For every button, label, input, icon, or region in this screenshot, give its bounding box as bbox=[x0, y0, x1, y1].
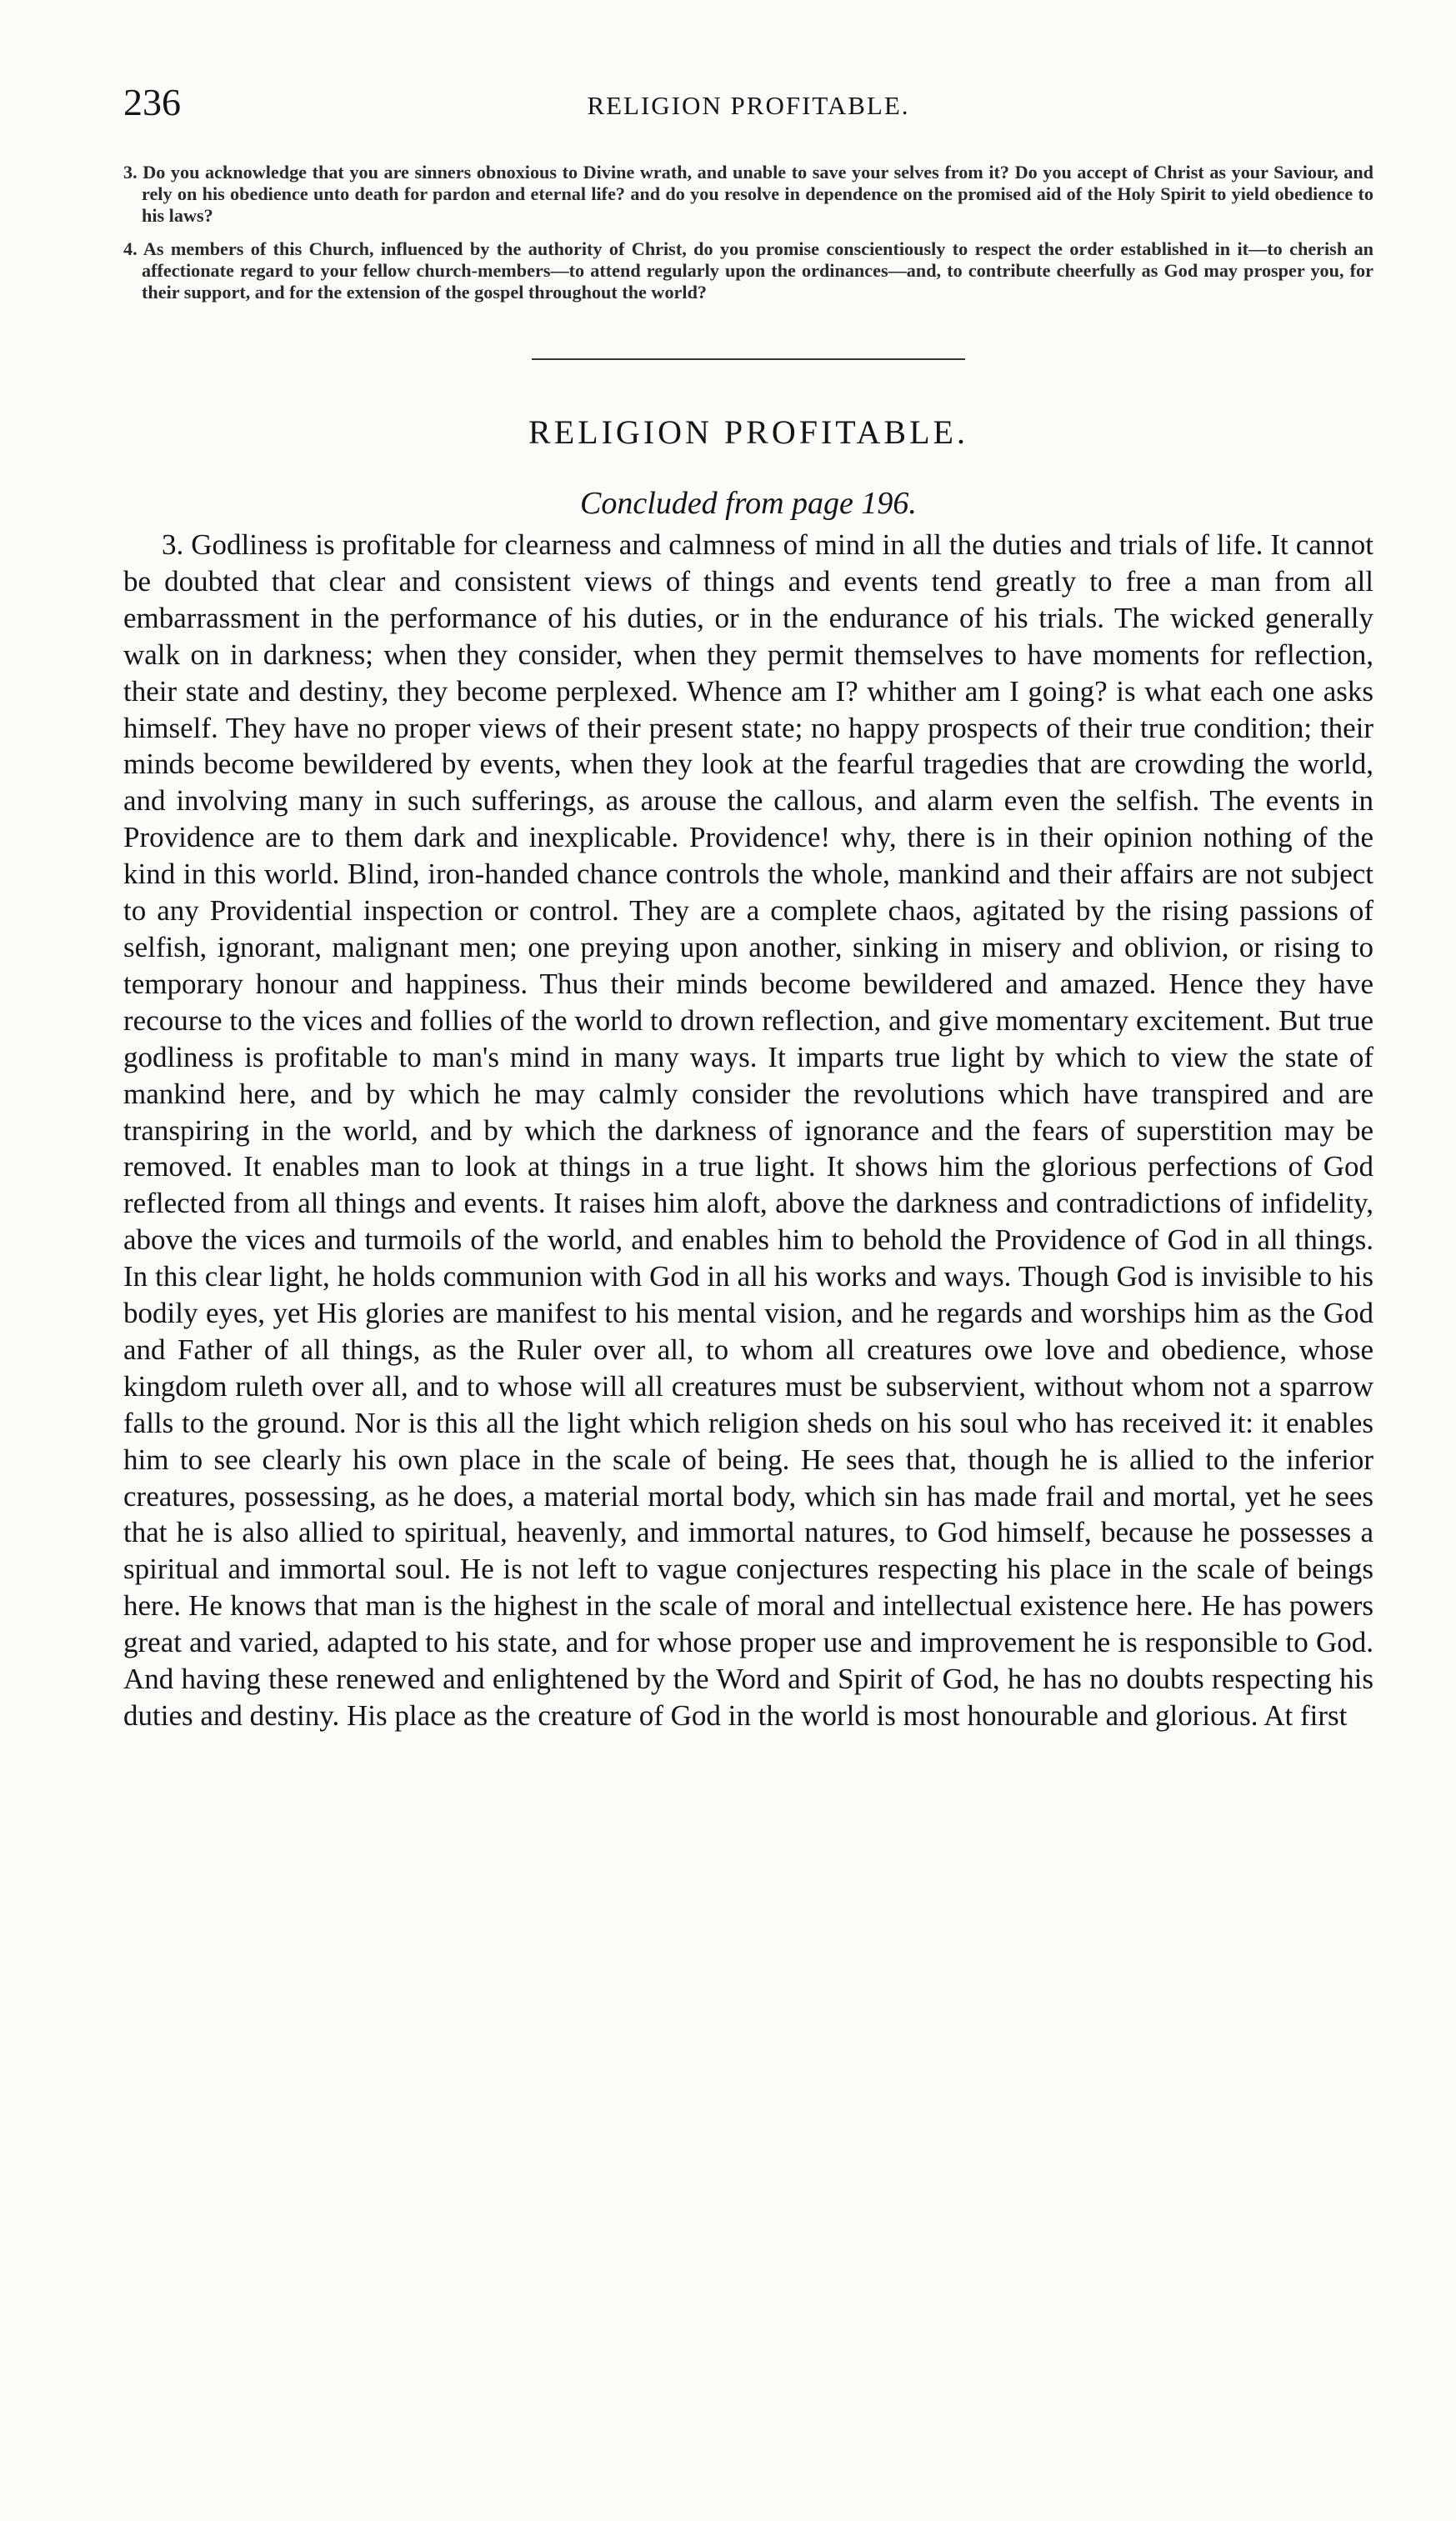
question-4: 4. As members of this Church, influenced by the authority of Christ, do you promise conscientiously to respect the order established in it—to cherish an affectionate regard to your fellow church-members—to attend regularly upon the ordinances—and, to contribute cheerfully as God may prosper you, for their support, and for the extension of the gospel throughout the world? bbox=[123, 238, 1373, 303]
article-body bbox=[123, 527, 1373, 1734]
membership-questions bbox=[123, 162, 1373, 303]
continuation-note: Concluded from page 196. bbox=[580, 486, 917, 521]
page-number: 236 bbox=[123, 81, 181, 123]
body-paragraph: 3. Godliness is profitable for clearness and calmness of mind in all the duties and trials of life. It cannot be doubted that clear and consistent views of things and events tend greatly to free a man from all embarrassment in the performance of his duties, or in the endurance of his trials. The wicked generally walk on in darkness; when they consider, when they permit themselves to have moments for reflection, their state and destiny, they become perplexed. Whence am I? whither am I going? is what each one asks himself. They have no proper views of their present state; no happy prospects of their true condition; their minds become bewildered by events, when they look at the fearful tragedies that are crowding the world, and involving many in such sufferings, as arouse the callous, and alarm even the selfish. The events in Providence are to them dark and inexplicable. Providence! why, there is in their opinion nothing of the kind in this world. Blind, iron-handed chance controls the whole, mankind and their affairs are not subject to any Providential inspection or control. They are a complete chaos, agitated by the rising passions of selfish, ignorant, malignant men; one preying upon another, sinking in misery and oblivion, or rising to temporary honour and happiness. Thus their minds become bewildered and amazed. Hence they have recourse to the vices and follies of the world to drown reflection, and give momentary excitement. But true godliness is profitable to man's mind in many ways. It imparts true light by which to view the state of mankind here, and by which he may calmly consider the revolutions which have transpired and are transpiring in the world, and by which the darkness of ignorance and the fears of superstition may be removed. It enables man to look at things in a true light. It shows him the glorious perfections of God reflected from all things and events. It raises him aloft, above the darkness and contradictions of infidelity, above the vices and turmoils of the world, and enables him to behold the Providence of God in all things. In this clear light, he holds communion with God in all his works and ways. Though God is invisible to his bodily eyes, yet His glories are manifest to his mental vision, and he regards and worships him as the God and Father of all things, as the Ruler over all, to whom all creatures owe love and obedience, whose kingdom ruleth over all, and to whose will all creatures must be subservient, without whom not a sparrow falls to the ground. Nor is this all the light which religion sheds on his soul who has received it: it enables him to see clearly his own place in the scale of being. He sees that, though he is allied to the inferior creatures, possessing, as he does, a material mortal body, which sin has made frail and mortal, yet he sees that he is also allied to spiritual, heavenly, and immortal natures, to God himself, because he possesses a spiritual and immortal soul. He is not left to vague conjectures respecting his place in the scale of beings here. He knows that man is the highest in the scale of moral and intellectual existence here. He has powers great and varied, adapted to his state, and for whose proper use and improvement he is responsible to God. And having these renewed and enlightened by the Word and Spirit of God, he has no doubts respecting his duties and destiny. His place as the creature of God in the world is most honourable and glorious. At first bbox=[123, 528, 1373, 1732]
page bbox=[123, 83, 1373, 1734]
running-title: RELIGION PROFITABLE. bbox=[587, 91, 910, 120]
article-title: RELIGION PROFITABLE. bbox=[528, 413, 968, 451]
running-head bbox=[123, 83, 1373, 133]
section-divider bbox=[532, 358, 965, 360]
question-3: 3. Do you acknowledge that you are sinners obnoxious to Divine wrath, and unable to save your selves from it? Do you accept of Christ as your Saviour, and rely on his obedience unto death for pardon and eternal life? and do you resolve in dependence on the promised aid of the Holy Spirit to yield obedience to his laws? bbox=[123, 162, 1373, 226]
